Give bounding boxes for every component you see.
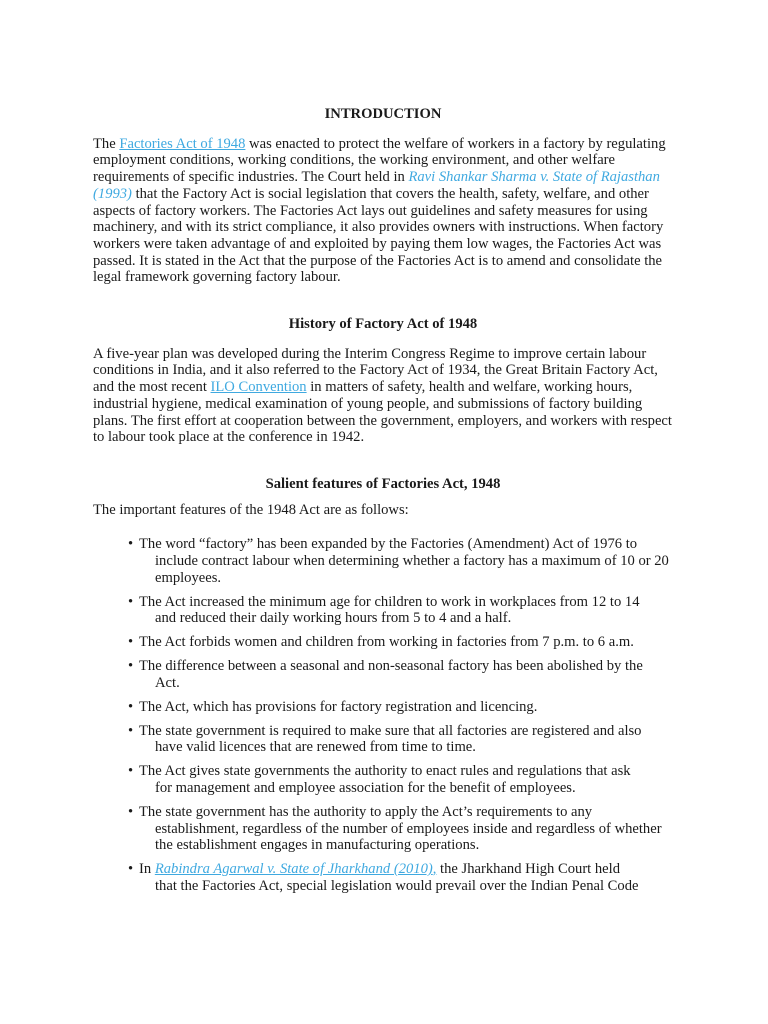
list-item-text: The word “factory” has been expanded by the Factories (Amendment) Act of 1976 to — [139, 536, 638, 553]
bullet-icon: • — [128, 722, 134, 739]
list-item — [128, 804, 673, 854]
history-paragraph — [93, 346, 673, 446]
list-item-text: The state government is required to make sure that all factories are registered and also — [139, 722, 642, 739]
list-item-continuation: that the Factories Act, special legislation would prevail over the Indian Penal Code — [155, 877, 639, 894]
salient-features-heading: Salient features of Factories Act, 1948 — [265, 475, 501, 492]
ilo-convention-link[interactable]: ILO Convention — [210, 379, 307, 396]
bullet-icon: • — [128, 861, 134, 878]
list-item-text-2: the Jharkhand High Court held — [436, 861, 621, 878]
introduction-heading: INTRODUCTION — [324, 106, 442, 122]
document-body — [93, 106, 673, 902]
list-item-continuation: establishment, regardless of the number of employees inside and regardless of whether the establishment engages in manufacturing operations. — [155, 820, 662, 854]
list-item — [128, 763, 673, 796]
list-item — [128, 699, 673, 716]
bullet-icon: • — [128, 634, 134, 651]
intro-text-1: The — [93, 135, 120, 152]
intro-text-3: that the Factory Act is social legislation that covers the health, safety, welfare, and other aspects of factory workers. The Factories Act lays out guidelines and safety measures for using machinery, and with its strict compliance, it also provides owners with instructions. When factory workers were taken advantage of and exploited by paying them low wages, the Factories Act was passed. It is stated in the Act that the purpose of the Factories Act is to amend and consolidate the legal framework governing factory labour. — [93, 185, 664, 286]
bullet-icon: • — [128, 658, 134, 675]
ravi-shankar-case-citation: Ravi Shankar Sharma v. State of Rajasthan (1993) — [93, 169, 660, 202]
list-item — [128, 658, 673, 691]
bullet-icon: • — [128, 593, 134, 610]
rabindra-agarwal-case-citation[interactable]: Rabindra Agarwal v. State of Jharkhand (2010) — [154, 861, 433, 878]
salient-features-lead: The important features of the 1948 Act are as follows: — [93, 501, 409, 518]
list-item-text: The Act increased the minimum age for children to work in workplaces from 12 to 14 — [139, 593, 640, 610]
list-item-text: In — [139, 861, 155, 878]
factories-act-link[interactable]: Factories Act of 1948 — [119, 135, 246, 152]
introduction-paragraph — [93, 136, 673, 286]
intro-text-2: was enacted to protect the welfare of workers in a factory by regulating employment conditions, working conditions, the working environment, and other welfare requirements of specific industries. The Court held in — [93, 135, 666, 186]
features-list — [93, 536, 673, 894]
bullet-icon: • — [128, 803, 134, 820]
list-item-continuation: and reduced their daily working hours from 5 to 4 and a half. — [155, 610, 512, 627]
list-item — [128, 536, 673, 586]
bullet-icon: • — [128, 698, 134, 715]
list-item — [128, 861, 673, 894]
history-text-1: A five-year plan was developed during the Interim Congress Regime to improve certain labour conditions in India, and it also referred to the Factory Act of 1934, the Great Britain Factory Act, and the most recent — [93, 345, 658, 396]
list-item-text: The Act, which has provisions for factory registration and licencing. — [139, 698, 538, 715]
list-item-continuation: for management and employee association for the benefit of employees. — [155, 779, 576, 796]
bullet-icon: • — [128, 763, 134, 780]
list-item — [128, 634, 673, 651]
citation-comma: , — [432, 861, 437, 878]
history-heading: History of Factory Act of 1948 — [288, 316, 478, 333]
list-item-text: The Act gives state governments the authority to enact rules and regulations that ask — [139, 763, 631, 780]
list-item-text: The state government has the authority to apply the Act’s requirements to any — [139, 803, 593, 820]
bullet-icon: • — [128, 536, 134, 553]
list-item — [128, 723, 673, 756]
list-item-continuation: have valid licences that are renewed from time to time. — [155, 739, 476, 756]
list-item-continuation: include contract labour when determining whether a factory has a maximum of 10 or 20 employees. — [155, 553, 669, 586]
list-item — [128, 594, 673, 627]
list-item-text: The difference between a seasonal and non-seasonal factory has been abolished by the — [139, 658, 643, 675]
history-text-2: in matters of safety, health and welfare, working hours, industrial hygiene, medical examination of young people, and submissions of factory building plans. The first effort at cooperation between the government, employers, and workers with respect to labour took place at the conference in 1942. — [93, 379, 672, 446]
list-item-continuation: Act. — [155, 674, 180, 691]
list-item-text: The Act forbids women and children from working in factories from 7 p.m. to 6 a.m. — [139, 634, 634, 651]
